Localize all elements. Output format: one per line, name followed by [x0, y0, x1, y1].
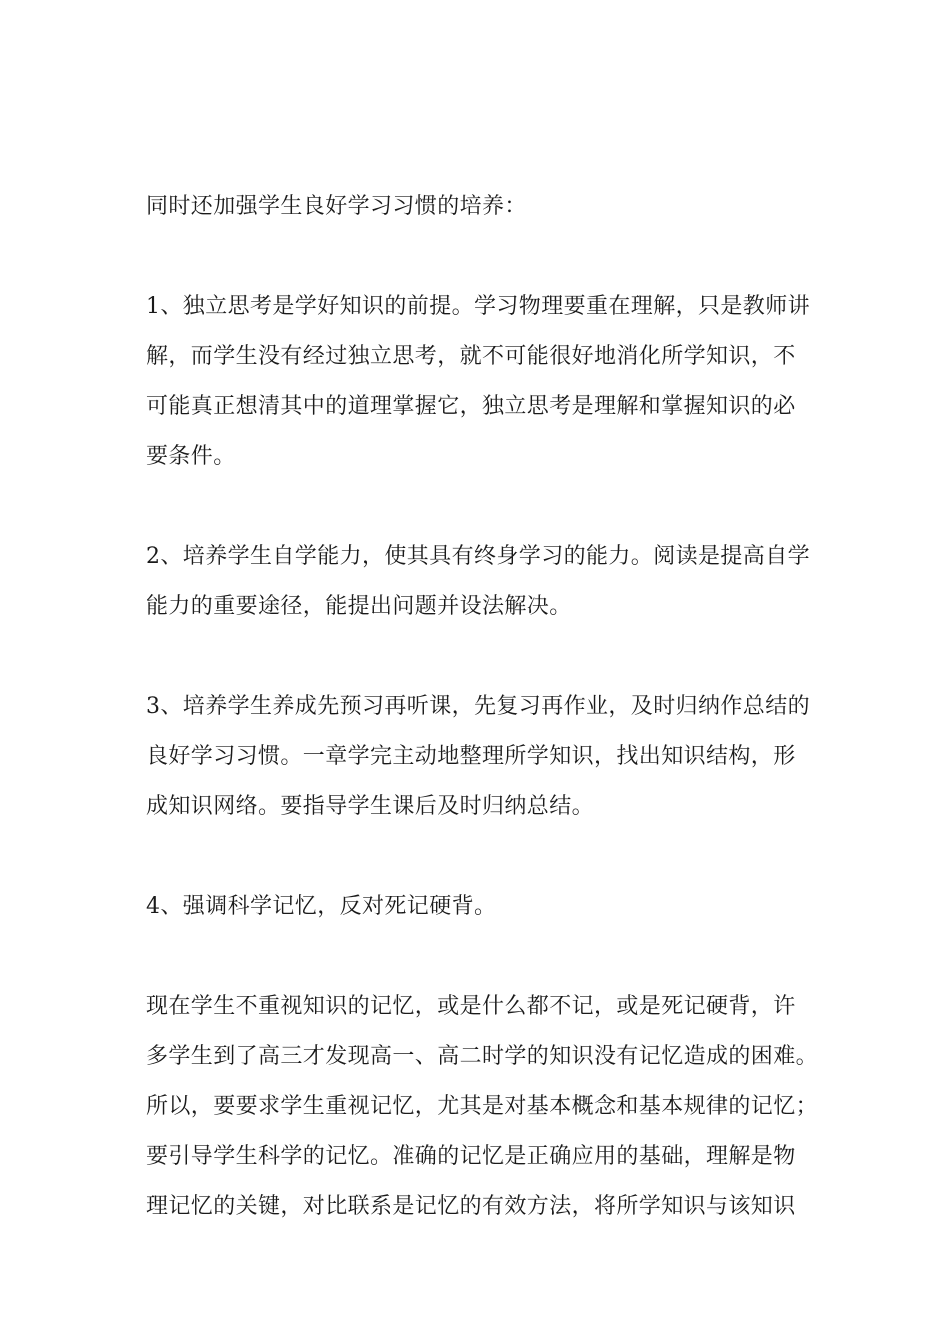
text-line: 要条件。 — [146, 444, 236, 469]
text-line: 多学生到了高三才发现高一、高二时学的知识没有记忆造成的困难。 — [146, 1044, 819, 1069]
text-line: 可能真正想清其中的道理掌握它，独立思考是理解和掌握知识的必 — [146, 394, 796, 419]
text-line: 要引导学生科学的记忆。准确的记忆是正确应用的基础，理解是物 — [146, 1144, 796, 1169]
text-line: 同时还加强学生良好学习习惯的培养： — [146, 194, 527, 219]
text-line: 现在学生不重视知识的记忆，或是什么都不记，或是死记硬背，许 — [146, 994, 796, 1019]
paragraph-memory — [146, 982, 826, 1232]
text-line: 1、独立思考是学好知识的前提。学习物理要重在理解，只是教师讲 — [146, 294, 810, 319]
paragraph-intro — [146, 182, 826, 232]
text-line: 成知识网络。要指导学生课后及时归纳总结。 — [146, 794, 595, 819]
text-line: 理记忆的关键，对比联系是记忆的有效方法，将所学知识与该知识 — [146, 1194, 796, 1219]
paragraph-item-3 — [146, 682, 826, 832]
text-line: 所以，要要求学生重视记忆，尤其是对基本概念和基本规律的记忆； — [146, 1094, 819, 1119]
document-body — [146, 182, 826, 1282]
text-line: 3、培养学生养成先预习再听课，先复习再作业，及时归纳作总结的 — [146, 694, 810, 719]
paragraph-item-2 — [146, 532, 826, 632]
text-line: 2、培养学生自学能力，使其具有终身学习的能力。阅读是提高自学 — [146, 544, 810, 569]
text-line: 能力的重要途径，能提出问题并设法解决。 — [146, 594, 572, 619]
text-line: 解，而学生没有经过独立思考，就不可能很好地消化所学知识，不 — [146, 344, 796, 369]
paragraph-item-1 — [146, 282, 826, 482]
paragraph-item-4 — [146, 882, 826, 932]
text-line: 4、强调科学记忆，反对死记硬背。 — [146, 894, 497, 919]
text-line: 良好学习习惯。一章学完主动地整理所学知识，找出知识结构，形 — [146, 744, 796, 769]
